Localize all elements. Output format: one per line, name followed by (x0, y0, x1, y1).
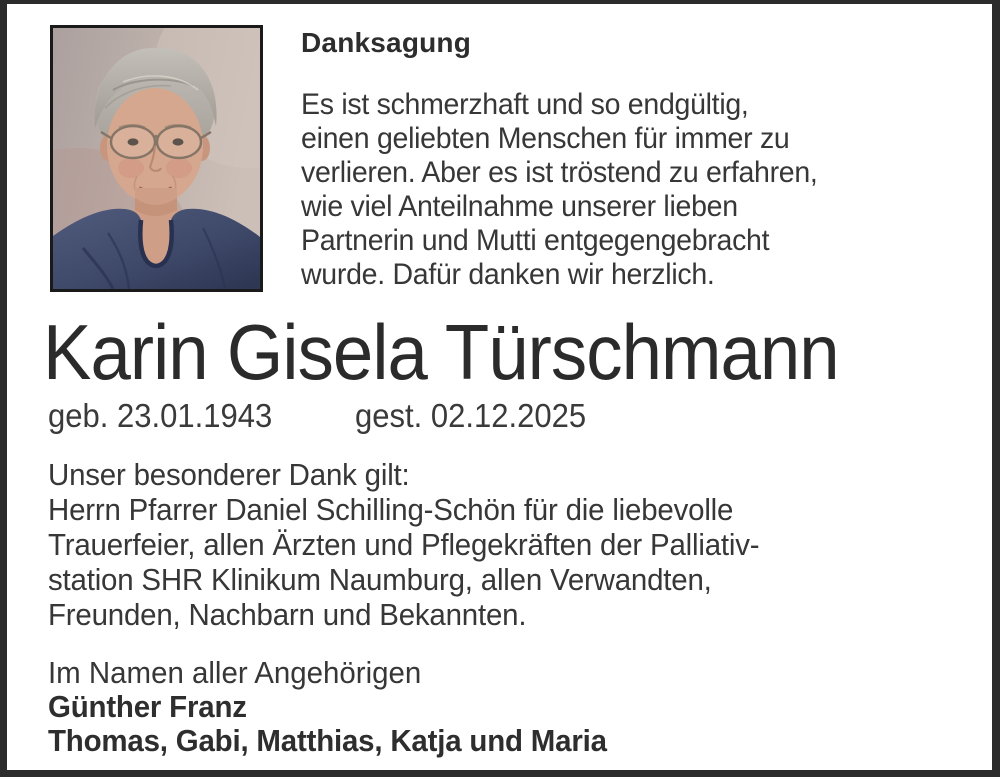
notice-title: Danksagung (301, 27, 472, 58)
deceased-name: Karin Gisela Türschmann (43, 308, 839, 396)
intro-paragraph (301, 88, 818, 292)
birth-date: geb. 23.01.1943 (48, 397, 273, 434)
thanks-line: Unser besonderer Dank gilt: (48, 457, 410, 492)
intro-line: verlieren. Aber es ist tröstend zu erfahren, (301, 156, 818, 189)
intro-line: wie viel Anteilnahme unserer lieben (301, 190, 738, 223)
portrait-illustration (53, 28, 260, 289)
closing-line: Im Namen aller Angehörigen (48, 655, 422, 690)
thanks-line: Herrn Pfarrer Daniel Schilling-Schön für die liebevolle (48, 492, 734, 527)
death-date: gest. 02.12.2025 (354, 397, 587, 434)
intro-line: einen geliebten Menschen für immer zu (301, 122, 790, 155)
family-line: Thomas, Gabi, Matthias, Katja und Maria (48, 723, 607, 758)
thanks-line: station SHR Klinikum Naumburg, allen Verwandten, (48, 562, 712, 597)
portrait-photo (50, 25, 263, 292)
family-names (48, 690, 607, 758)
intro-line: wurde. Dafür danken wir herzlich. (301, 258, 715, 291)
family-line: Günther Franz (48, 689, 247, 724)
thanks-paragraph (48, 457, 759, 632)
life-dates (48, 398, 586, 434)
intro-line: Partnerin und Mutti entgegengebracht (301, 224, 770, 257)
thanks-line: Freunden, Nachbarn und Bekannten. (48, 597, 527, 632)
thanks-line: Trauerfeier, allen Ärzten und Pflegekräften der Palliativ- (48, 527, 760, 562)
intro-line: Es ist schmerzhaft und so endgültig, (301, 88, 749, 121)
